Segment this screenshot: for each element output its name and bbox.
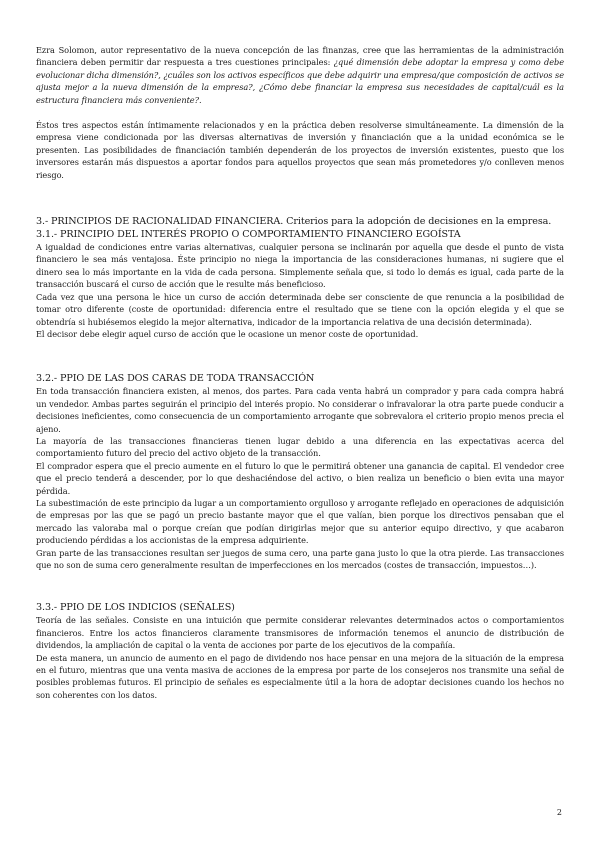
intro-lead: Ezra Solomon, autor representativo de la nueva concepción de las finanzas, cree que las herramientas de la administración financiera deben permitir dar respuesta a tres cuestiones principales: xyxy=(36,45,564,68)
s33-paragraph-1: Teoría de las señales. Consiste en una intuición que permite considerar relevantes determinados actos o comportamientos financieros. Entre los actos financieros claramente transmisores de información tenemos el anuncio de distribución de dividendos, la ampliación de capital o la venta de acciones por parte de los ejecutivos de la compañía. xyxy=(36,615,564,651)
s32-paragraph-1: En toda transacción financiera existen, al menos, dos partes. Para cada venta habrá un comprador y para cada compra habrá un vendedor. Ambas partes seguirán el principio del interés propio. No considerar o infravalorar la otra parte puede conducir a decisiones ineficientes, como consecuencia de un comportamiento arrogante que sobrevalora el criterio propio menos precia el ajeno. xyxy=(36,386,564,434)
s32-paragraph-2: La mayoría de las transacciones financieras tienen lugar debido a una diferencia en las expectativas acerca del comportamiento futuro del precio del activo objeto de la transacción. xyxy=(36,435,564,459)
s31-paragraph-1: A igualdad de condiciones entre varias alternativas, cualquier persona se inclinarán por aquella que desde el punto de vista financiero le sea más ventajosa. Éste principio no niega la importancia de las consideraciones humanas, ni sugiere que el dinero sea lo más importante en la vida de cada persona. Simplemente señala que, si todo lo demás es igual, cada parte de la transacción buscará el curso de acción que le resulte más beneficioso. xyxy=(36,242,564,290)
s31-paragraph-3: El decisor debe elegir aquel curso de acción que le ocasione un menor coste de oportunidad. xyxy=(36,328,419,339)
section-3-1-heading: 3.1.- PRINCIPIO DEL INTERÉS PROPIO O COMPORTAMIENTO FINANCIERO EGOÍSTA xyxy=(36,229,461,241)
section-3-heading: 3.- PRINCIPIOS DE RACIONALIDAD FINANCIERA. Criterios para la adopción de decisiones en la empresa. xyxy=(36,216,552,228)
s32-paragraph-4: La subestimación de este principio da lugar a un comportamiento orgulloso y arrogante reflejado en operaciones de adquisición de empresas por las que se pagó un precio bastante mayor que el que valían, bien porque los directivos pensaban que el mercado las valoraba mal o porque creían que podían dirigirlas mejor que su anterior equipo directivo, y que acabaron produciendo pérdidas a los accionistas de la empresa adquiriente. xyxy=(36,497,564,546)
s32-paragraph-5: Gran parte de las transacciones resultan ser juegos de suma cero, una parte gana justo lo que la otra pierde. Las transacciones que no son de suma cero generalmente resultan de imperfecciones en los mercados (costes de transacción, impuestos…). xyxy=(36,547,564,570)
intro-questions: ¿qué dimensión debe adoptar la empresa y como debe evolucionar dicha dimensión?, ¿cuáles son los activos específicos que debe adquirir una empresa/que composición de activos se ajusta mejor a la nueva dimensión de la empresa?, ¿Cómo debe financiar la empresa sus necesidades de capital/cuál es la estructura financiera más conveniente?. xyxy=(36,57,565,105)
section-3-2-heading: 3.2.- PPIO DE LAS DOS CARAS DE TODA TRANSACCIÓN xyxy=(36,373,315,385)
section-3-3-heading: 3.3.- PPIO DE LOS INDICIOS (SEÑALES) xyxy=(36,602,235,614)
s33-paragraph-2: De esta manera, un anuncio de aumento en el pago de dividendo nos hace pensar en una mejora de la situación de la empresa en el futuro, mientras que una venta masiva de acciones de la empresa por parte de los consejeros nos transmite una señal de posibles problemas futuros. El principio de señales es especialmente útil a la hora de adoptar decisiones cuando los hechos no son coherentes con los datos. xyxy=(36,652,564,700)
s32-paragraph-3: El comprador espera que el precio aumente en el futuro lo que le permitirá obtener una ganancia de capital. El vendedor cree que el precio tenderá a descender, por lo que deshaciéndose del activo, o bien realiza un beneficio o bien evita una mayor pérdida. xyxy=(36,460,564,496)
s31-paragraph-2: Cada vez que una persona le hice un curso de acción determinada debe ser consciente de que renuncia a la posibilidad de tomar otro diferente (coste de oportunidad: diferencia entre el resultado que se tiene con la opción elegida y el que se obtendría si hubiésemos elegido la mejor alternativa, indicador de la importancia relativa de una decisión determinada). xyxy=(36,291,564,327)
intro-paragraph-2: Éstos tres aspectos están íntimamente relacionados y en la práctica deben resolverse simultáneamente. La dimensión de la empresa viene condicionada por las diversas alternativas de inversión y financiación que a la unidad económica se le presenten. Las posibilidades de financiación también dependerán de los proyectos de inversión existentes, puesto que los inversores estarán más dispuestos a aportar fondos para aquellos proyectos que sean más prometedores y/o conlleven menos riesgo. xyxy=(36,120,564,180)
intro-paragraph xyxy=(36,44,564,106)
page-number: 2 xyxy=(556,808,562,817)
